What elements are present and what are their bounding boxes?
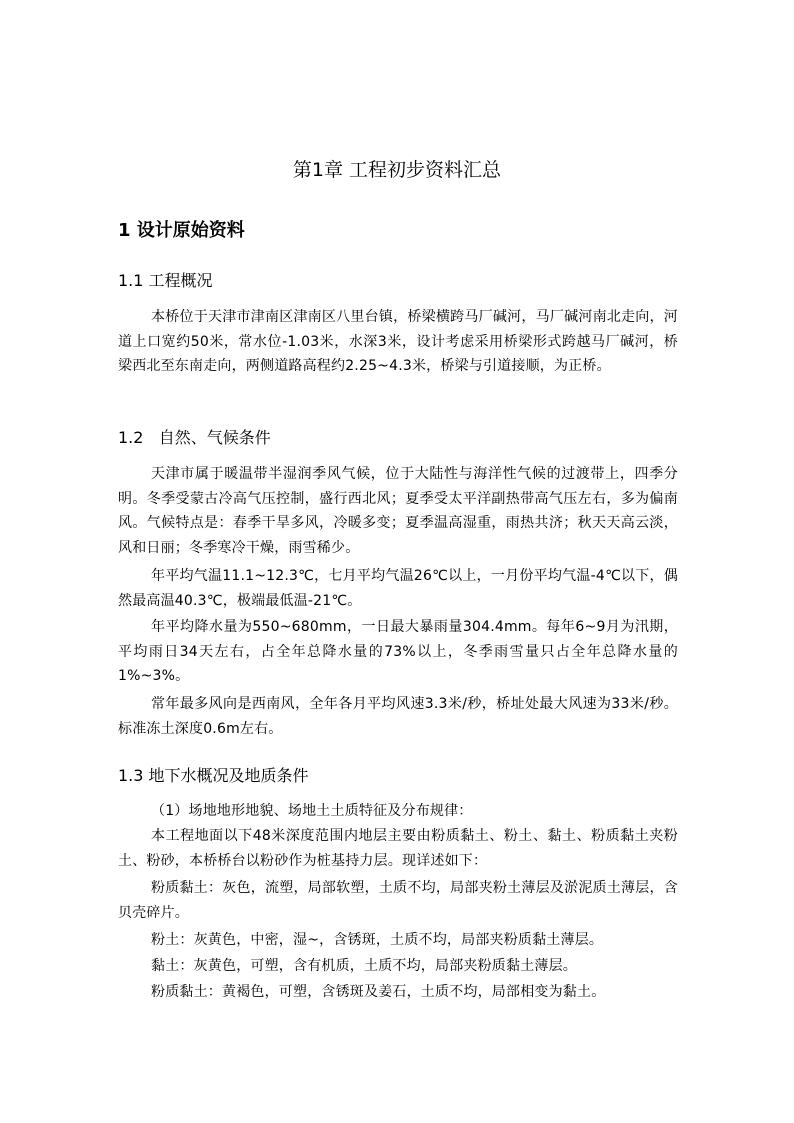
chapter-title: 第1章 工程初步资料汇总: [292, 159, 502, 181]
paragraph: 天津市属于暖温带半湿润季风气候，位于大陆性与海洋性气候的过渡带上，四季分明。冬季受蒙古冷高气压控制，盛行西北风；夏季受太平洋副热带高气压左右，多为偏南风。气候特点是：春季干旱多风，冷暖多变；夏季温高湿重，雨热共济；秋天天高云淡，风和日丽；冬季寒冷干燥，雨雪稀少。: [118, 466, 678, 556]
section-heading-1-3: 1.3 地下水概况及地质条件: [118, 766, 309, 785]
paragraph: 粉土：灰黄色，中密，湿~，含锈斑，土质不均，局部夹粉质黏土薄层。: [151, 932, 604, 948]
section-heading-1: 1 设计原始资料: [118, 220, 245, 241]
paragraph: 本桥位于天津市津南区津南区八里台镇，桥梁横跨马厂碱河，马厂碱河南北走向，河道上口宽约50米，常水位-1.03米，水深3米，设计考虑采用桥梁形式跨越马厂碱河，桥梁西北至东南走向，两侧道路高程约2.25~4.3米，桥梁与引道接顺，为正桥。: [118, 309, 678, 375]
paragraph: 年平均降水量为550~680mm，一日最大暴雨量304.4mm。每年6~9月为汛期，平均雨日34天左右，占全年总降水量的73%以上，冬季雨雪量只占全年总降水量的1%~3%。: [118, 619, 678, 685]
paragraph: 粉质黏土：黄褐色，可塑，含锈斑及姜石，土质不均，局部相变为黏土。: [151, 984, 606, 1000]
paragraph: 年平均气温11.1~12.3℃，七月平均气温26℃以上，一月份平均气温-4℃以下，偶然最高温40.3℃，极端最低温-21℃。: [118, 568, 678, 609]
section-heading-1-2: 1.2 自然、气候条件: [118, 428, 271, 447]
paragraph: （1）场地地形地貌、场地土土质特征及分布规律：: [151, 803, 473, 819]
paragraph: 常年最多风向是西南风，全年各月平均风速3.3米/秒，桥址处最大风速为33米/秒。标准冻土深度0.6m左右。: [118, 696, 678, 737]
paragraph: 本工程地面以下48米深度范围内地层主要由粉质黏土、粉土、黏土、粉质黏土夹粉土、粉砂，本桥桥台以粉砂作为桩基持力层。现详述如下：: [118, 828, 678, 869]
paragraph: 黏土：灰黄色，可塑，含有机质，土质不均，局部夹粉质黏土薄层。: [151, 958, 577, 974]
paragraph: 粉质黏土：灰色，流塑，局部软塑，土质不均，局部夹粉土薄层及淤泥质土薄层，含贝壳碎片。: [118, 880, 678, 921]
section-heading-1-1: 1.1 工程概况: [118, 271, 213, 290]
